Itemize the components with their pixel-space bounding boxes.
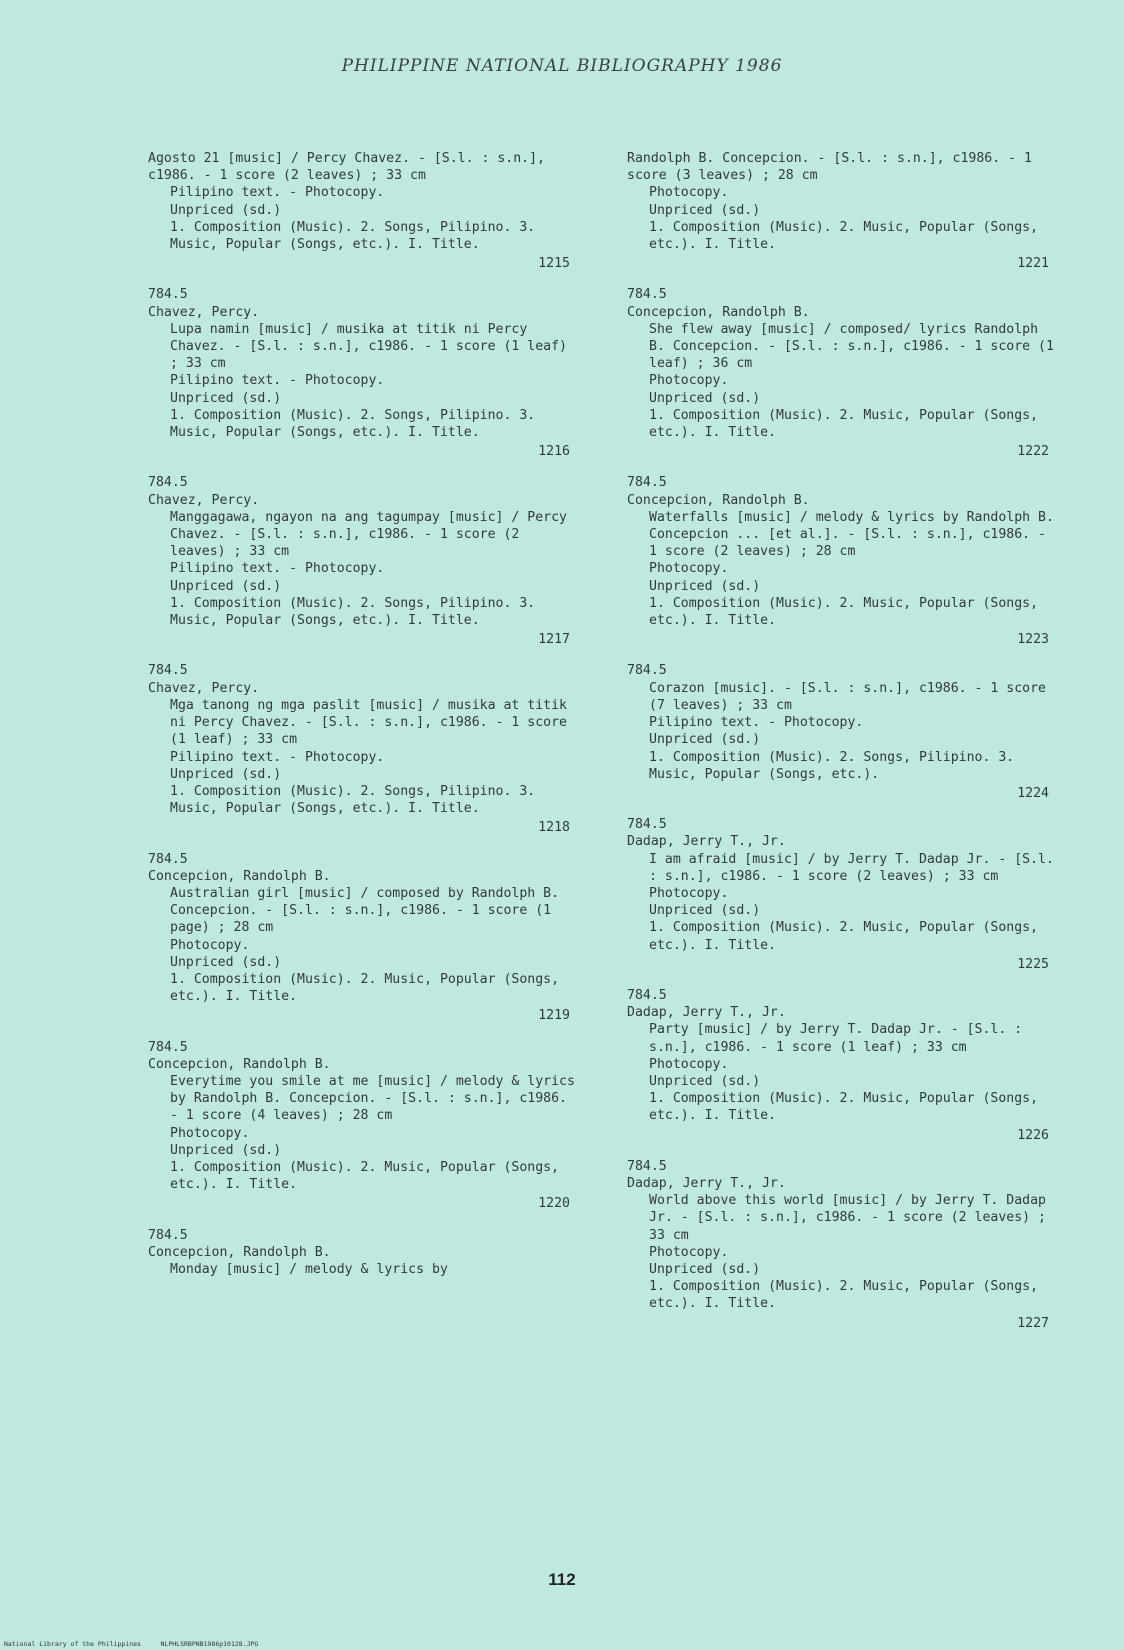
entry-note: Unpriced (sd.) [649,390,761,406]
entry-note: Unpriced (sd.) [649,1261,761,1277]
entry-number: 1217 [538,632,570,648]
entry-note: 1. Composition (Music). 2. Music, Popular (Songs, etc.). I. Title. [649,1091,1046,1124]
classification-number: 784.5 [627,287,667,303]
entry-number: 1219 [538,1008,570,1024]
entry-note: Pilipino text. - Photocopy. [649,715,864,731]
classification-number: 784.5 [627,475,667,491]
entry-note: 1. Composition (Music). 2. Music, Popular (Songs, etc.). I. Title. [170,971,567,1005]
classification-number: 784.5 [627,987,667,1003]
entry-note: Photocopy. [649,185,729,201]
classification-number: 784.5 [148,475,188,491]
bibliography-entry [148,662,578,836]
page-number: 112 [548,1570,576,1589]
entry-note: Pilipino text. - Photocopy. [170,561,385,577]
entry-heading: Concepcion, Randolph B. [148,868,331,884]
entry-note: 1. Composition (Music). 2. Music, Popular (Songs, etc.). I. Title. [649,920,1046,953]
entry-note: 1. Composition (Music). 2. Songs, Pilipino. 3. Music, Popular (Songs, etc.). I. Title. [170,219,544,253]
entry-heading: Dadap, Jerry T., Jr. [627,834,786,850]
entry-number: 1218 [538,820,570,836]
entry-number: 1224 [1017,785,1049,801]
entry-number: 1220 [538,1196,570,1212]
entry-note: Unpriced (sd.) [649,1073,761,1089]
classification-number: 784.5 [148,663,188,679]
entry-number: 1221 [1017,256,1049,272]
entry-note: Photocopy. [170,937,250,953]
entry-heading: Concepcion, Randolph B. [627,304,810,320]
entry-note: Unpriced (sd.) [170,954,282,970]
entry-note: Unpriced (sd.) [649,732,761,748]
entry-number: 1227 [1017,1315,1049,1331]
classification-number: 784.5 [148,851,188,867]
entry-note: Unpriced (sd.) [170,390,282,406]
entry-number: 1226 [1017,1127,1049,1143]
entry-description: Everytime you smile at me [music] / melody & lyrics by Randolph B. Concepcion. - [S.l. : s.n.], c1986. - 1 score (4 leaves) ; 28 cm [170,1073,583,1124]
classification-number: 784.5 [148,1039,188,1055]
entry-note: 1. Composition (Music). 2. Music, Popular (Songs, etc.). I. Title. [649,219,1046,253]
classification-number: 784.5 [627,1158,667,1174]
entry-note: Photocopy. [649,885,729,901]
entry-note: 1. Composition (Music). 2. Music, Popular (Songs, etc.). I. Title. [649,595,1046,629]
bibliography-entry [627,662,1057,802]
entry-note: Photocopy. [170,1125,250,1141]
entry-note: 1. Composition (Music). 2. Songs, Pilipino. 3. Music, Popular (Songs, etc.). I. Title. [170,783,544,817]
entry-heading: Chavez, Percy. [148,680,260,696]
classification-number: 784.5 [627,817,667,833]
entry-note: Unpriced (sd.) [170,202,282,218]
bibliography-entry [627,150,1057,272]
entry-description: Agosto 21 [music] / Percy Chavez. - [S.l. : s.n.], c1986. - 1 score (2 leaves) ; 33 cm [148,151,553,184]
classification-number: 784.5 [148,1227,188,1243]
entry-description: Corazon [music]. - [S.l. : s.n.], c1986. - 1 score (7 leaves) ; 33 cm [649,680,1054,713]
entry-heading: Concepcion, Randolph B. [148,1056,331,1072]
right-column [627,150,1062,1346]
bibliography-entry [148,286,578,460]
entry-note: Unpriced (sd.) [170,578,282,594]
entry-number: 1225 [1017,956,1049,972]
page-header: PHILIPPINE NATIONAL BIBLIOGRAPHY 1986 [341,56,783,76]
bibliography-entry [148,474,578,648]
bibliography-entry [148,150,578,272]
entry-number: 1223 [1017,632,1049,648]
entry-heading: Concepcion, Randolph B. [148,1244,331,1260]
entry-note: 1. Composition (Music). 2. Music, Popular (Songs, etc.). I. Title. [649,407,1046,441]
entry-note: 1. Composition (Music). 2. Music, Popular (Songs, etc.). I. Title. [649,1279,1046,1312]
entry-description: Manggagawa, ngayon na ang tagumpay [music] / Percy Chavez. - [S.l. : s.n.], c1986. - 1 score (2 leaves) ; 33 cm [170,509,575,560]
entry-heading: Dadap, Jerry T., Jr. [627,1005,786,1021]
entry-description: Mga tanong ng mga paslit [music] / musika at titik ni Percy Chavez. - [S.l. : s.n.], c1986. - 1 score (1 leaf) ; 33 cm [170,697,575,748]
bibliography-entry [627,286,1062,460]
entry-note: Photocopy. [649,1244,729,1260]
entry-description: World above this world [music] / by Jerry T. Dadap Jr. - [S.l. : s.n.], c1986. - 1 score (2 leaves) ; 33 cm [649,1193,1054,1243]
entry-number: 1216 [538,444,570,460]
entry-description: Monday [music] / melody & lyrics by [170,1261,448,1277]
classification-number: 784.5 [148,287,188,303]
bibliography-entry [627,816,1062,973]
entry-description: She flew away [music] / composed/ lyrics Randolph B. Concepcion. - [S.l. : s.n.], c1986. - 1 score (1 leaf) ; 36 cm [649,321,1062,372]
entry-heading: Concepcion, Randolph B. [627,492,810,508]
entry-note: 1. Composition (Music). 2. Songs, Pilipino. 3. Music, Popular (Songs, etc.). [649,749,1023,782]
entry-note: Pilipino text. - Photocopy. [170,185,385,201]
entry-description: Lupa namin [music] / musika at titik ni Percy Chavez. - [S.l. : s.n.], c1986. - 1 score (1 leaf) ; 33 cm [170,321,575,372]
entry-note: Unpriced (sd.) [649,578,761,594]
entry-note: Unpriced (sd.) [170,766,282,782]
entry-description: Waterfalls [music] / melody & lyrics by Randolph B. Concepcion ... [et al.]. - [S.l. : s.n.], c1986. - 1 score (2 leaves) ; 28 cm [649,509,1062,560]
bibliography-entry [148,851,578,1025]
entry-description: Party [music] / by Jerry T. Dadap Jr. - [S.l. : s.n.], c1986. - 1 score (1 leaf) ; 33 cm [649,1022,1031,1055]
entry-description: Australian girl [music] / composed by Randolph B. Concepcion. - [S.l. : s.n.], c1986. - 1 score (1 page) ; 28 cm [170,885,567,936]
bibliography-entry [148,1039,583,1213]
bibliography-entry [148,1227,578,1279]
bibliography-entry [627,987,1057,1144]
entry-note: Unpriced (sd.) [649,202,761,218]
entry-note: 1. Composition (Music). 2. Songs, Pilipino. 3. Music, Popular (Songs, etc.). I. Title. [170,595,544,629]
entry-note: Unpriced (sd.) [649,903,761,919]
entry-number: 1215 [538,256,570,272]
entry-note: Photocopy. [649,1056,729,1072]
bibliography-entry [627,1158,1057,1332]
bibliography-entry [627,474,1062,648]
entry-heading: Dadap, Jerry T., Jr. [627,1175,786,1191]
entry-note: Photocopy. [649,373,729,389]
entry-note: 1. Composition (Music). 2. Music, Popular (Songs, etc.). I. Title. [170,1159,567,1193]
entry-note: Pilipino text. - Photocopy. [170,373,385,389]
entry-note: Pilipino text. - Photocopy. [170,749,385,765]
entry-note: Unpriced (sd.) [170,1142,282,1158]
entry-number: 1222 [1017,444,1049,460]
entry-note: Photocopy. [649,561,729,577]
scan-footer: National Library of the Philippines NLPHLSRBPNB1986p10128.JPG [4,1640,259,1648]
left-column [148,150,583,1292]
entry-description: I am afraid [music] / by Jerry T. Dadap Jr. - [S.l. : s.n.], c1986. - 1 score (2 leaves) ; 33 cm [649,851,1062,884]
entry-note: 1. Composition (Music). 2. Songs, Pilipino. 3. Music, Popular (Songs, etc.). I. Title. [170,407,544,441]
classification-number: 784.5 [627,663,667,679]
entry-description: Randolph B. Concepcion. - [S.l. : s.n.], c1986. - 1 score (3 leaves) ; 28 cm [627,151,1040,184]
entry-heading: Chavez, Percy. [148,492,260,508]
entry-heading: Chavez, Percy. [148,304,260,320]
